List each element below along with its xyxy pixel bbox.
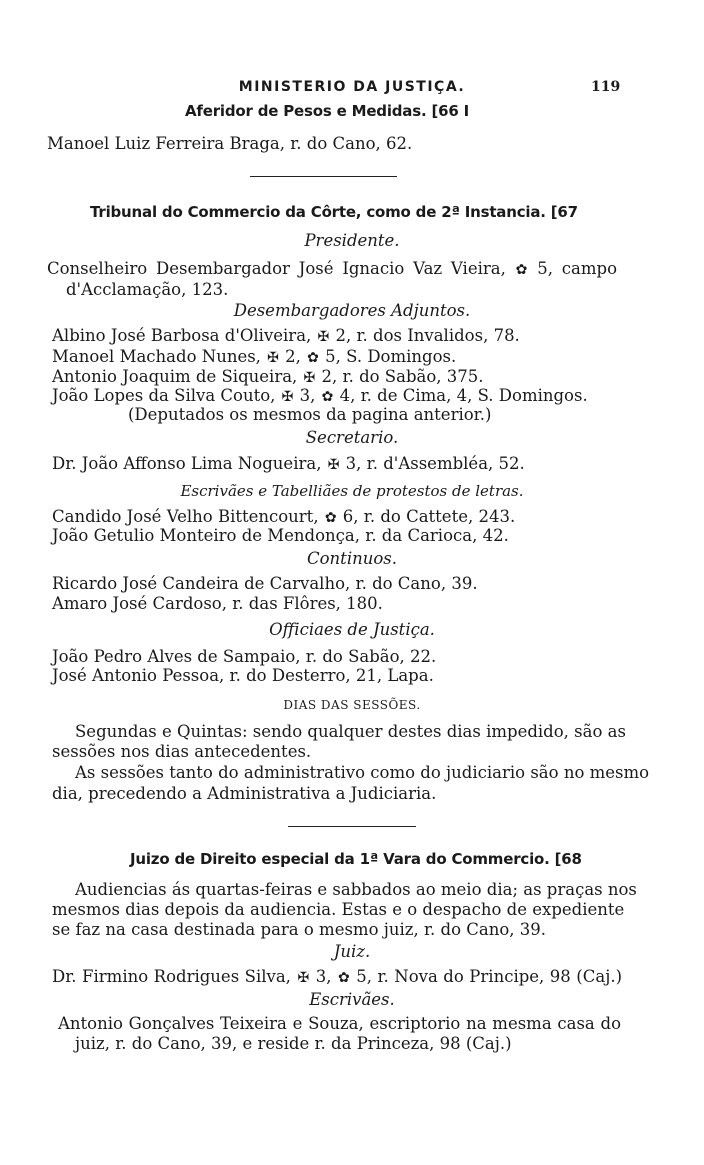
cross-order-icon: ✠ xyxy=(297,970,310,986)
entry-text: 3, xyxy=(294,386,321,405)
rose-order-icon: ✿ xyxy=(337,970,350,986)
entry-text: 2, r. dos Invalidos, 78. xyxy=(330,326,520,345)
section-title: Tribunal do Commercio da Côrte, como de 2ª Instancia. xyxy=(90,203,546,221)
entry-line xyxy=(52,347,456,368)
subheading: Desembargadores Adjuntos. xyxy=(233,301,471,320)
entry-line: juiz, r. do Cano, 39, e reside r. da Princeza, 98 (Caj.) xyxy=(75,1034,512,1053)
entry-line: João Pedro Alves de Sampaio, r. do Sabão, 22. xyxy=(52,647,437,666)
entry-text: 5, S. Domingos. xyxy=(319,347,457,366)
rose-order-icon: ✿ xyxy=(515,262,528,278)
running-header: MINISTERIO DA JUSTIÇA. xyxy=(238,79,466,95)
section-ref: [68 xyxy=(554,850,582,868)
subheading: Continuos. xyxy=(307,549,397,568)
entry-line xyxy=(52,507,515,528)
section-divider xyxy=(250,176,397,177)
section-title: Aferidor de Pesos e Medidas. xyxy=(185,102,427,120)
cross-order-icon: ✠ xyxy=(281,389,294,405)
entry-line: Amaro José Cardoso, r. das Flôres, 180. xyxy=(52,594,383,613)
subheading: Officiaes de Justiça. xyxy=(269,620,435,639)
entry-text: 4, r. de Cima, 4, S. Domingos. xyxy=(334,386,588,405)
page-number: 119 xyxy=(591,79,621,95)
entry-text: Dr. João Affonso Lima Nogueira, xyxy=(52,454,327,473)
entry-text: 5, campo xyxy=(537,259,617,278)
entry-text: 2, xyxy=(279,347,307,366)
entry-text: 3, r. d'Assembléa, 52. xyxy=(340,454,525,473)
paragraph-line: As sessões tanto do administrativo como do judiciario são no mesmo xyxy=(75,763,650,782)
section-heading xyxy=(90,202,578,222)
entry-text: Dr. Firmino Rodrigues Silva, xyxy=(52,967,297,986)
entry-line xyxy=(52,326,520,347)
section-divider xyxy=(288,826,416,827)
entry-line: Antonio Gonçalves Teixeira e Souza, escriptorio na mesma casa do xyxy=(58,1014,621,1033)
entry-text: Albino José Barbosa d'Oliveira, xyxy=(52,326,317,345)
entry-line xyxy=(47,259,617,280)
entry-text: 6, r. do Cattete, 243. xyxy=(337,507,516,526)
paragraph-line: Audiencias ás quartas-feiras e sabbados ao meio dia; as praças nos xyxy=(75,880,637,899)
entry-text: João Lopes da Silva Couto, xyxy=(52,386,281,405)
entry-text: Manoel Machado Nunes, xyxy=(52,347,267,366)
entry-line: d'Acclamação, 123. xyxy=(66,280,229,299)
cross-order-icon: ✠ xyxy=(317,329,330,345)
entry-text: Candido José Velho Bittencourt, xyxy=(52,507,324,526)
paragraph-line: mesmos dias depois da audiencia. Estas e o despacho de expediente xyxy=(52,900,625,919)
entry-line: Manoel Luiz Ferreira Braga, r. do Cano, 62. xyxy=(47,134,413,153)
paragraph-line: dia, precedendo a Administrativa a Judiciaria. xyxy=(52,784,437,803)
cross-order-icon: ✠ xyxy=(327,457,340,473)
entry-line: João Getulio Monteiro de Mendonça, r. da Carioca, 42. xyxy=(52,526,509,545)
entry-line: Ricardo José Candeira de Carvalho, r. do Cano, 39. xyxy=(52,574,478,593)
section-heading xyxy=(130,849,582,869)
entry-text: 5, r. Nova do Principe, 98 (Caj.) xyxy=(350,967,623,986)
subheading: Secretario. xyxy=(305,428,399,447)
rose-order-icon: ✿ xyxy=(324,510,337,526)
entry-text: Conselheiro Desembargador José Ignacio Vaz Vieira, xyxy=(47,259,506,278)
subheading: Presidente. xyxy=(304,231,400,250)
subheading: Escrivães. xyxy=(309,990,395,1009)
rose-order-icon: ✿ xyxy=(321,389,334,405)
subheading: Juiz. xyxy=(333,942,371,961)
entry-text: Antonio Joaquim de Siqueira, xyxy=(52,367,303,386)
paragraph-line: se faz na casa destinada para o mesmo juiz, r. do Cano, 39. xyxy=(52,920,547,939)
rose-order-icon: ✿ xyxy=(307,350,319,366)
entry-line: José Antonio Pessoa, r. do Desterro, 21, Lapa. xyxy=(52,666,434,685)
cross-order-icon: ✠ xyxy=(267,350,279,366)
entry-text: 3, xyxy=(310,967,337,986)
section-heading xyxy=(185,101,469,121)
section-ref: [67 xyxy=(550,203,578,221)
paragraph-line: Segundas e Quintas: sendo qualquer destes dias impedido, são as xyxy=(75,722,626,741)
entry-text: 2, r. do Sabão, 375. xyxy=(316,367,484,386)
section-ref: [66 I xyxy=(431,102,470,120)
entry-line xyxy=(52,367,484,388)
entry-line: (Deputados os mesmos da pagina anterior.) xyxy=(128,405,492,424)
cross-order-icon: ✠ xyxy=(303,370,316,386)
entry-line xyxy=(52,454,525,475)
subheading: Escrivães e Tabelliães de protestos de letras. xyxy=(180,482,524,500)
paragraph-line: sessões nos dias antecedentes. xyxy=(52,742,312,761)
entry-line xyxy=(52,967,622,988)
subheading: DIAS DAS SESSÕES. xyxy=(283,698,421,712)
entry-line xyxy=(52,386,588,407)
section-title: Juizo de Direito especial da 1ª Vara do Commercio. xyxy=(130,850,550,868)
